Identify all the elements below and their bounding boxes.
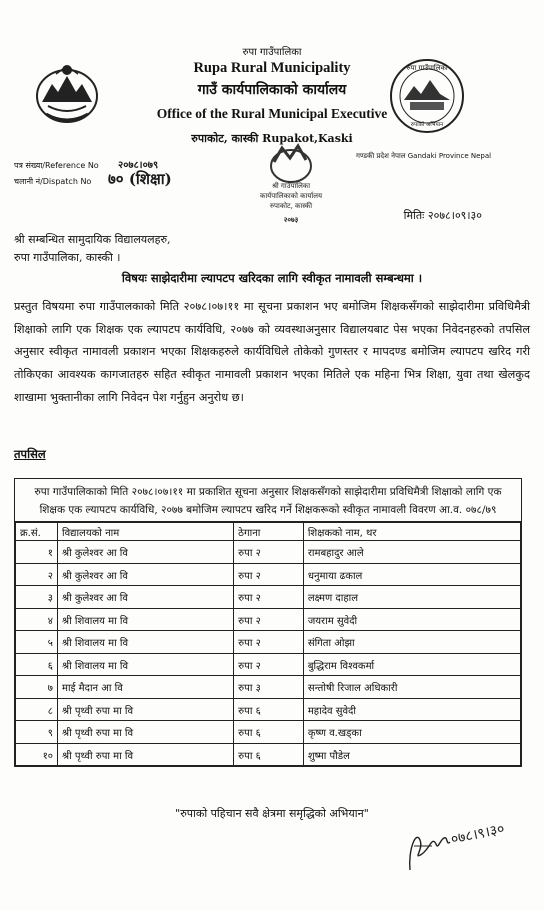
row-teacher: महादेव सुवेदी xyxy=(303,699,520,721)
office-name-en: Office of the Rural Municipal Executive xyxy=(156,106,388,121)
office-name-np: गाउँ कार्यपालिकाको कार्यालय xyxy=(197,82,347,98)
row-address: रुपा ६ xyxy=(234,699,304,721)
reference-line xyxy=(14,160,159,171)
row-serial: ४ xyxy=(16,609,58,631)
header-school: विद्यालयको नाम xyxy=(58,523,234,541)
stamp-line-1: श्री गाउँपालिका xyxy=(271,182,311,190)
table-row xyxy=(16,654,521,676)
row-teacher: सन्तोषी रिजाल अधिकारी xyxy=(303,676,520,699)
row-address: रुपा २ xyxy=(234,654,304,676)
table-row xyxy=(16,699,521,721)
row-address: रुपा २ xyxy=(234,564,304,586)
row-school: श्री पृथ्वी रुपा मा वि xyxy=(58,744,234,766)
letter-date: मितिः २०७८।०९।३० xyxy=(403,209,482,222)
row-school: श्री कुलेश्वर आ वि xyxy=(58,564,234,586)
table-row xyxy=(16,541,521,564)
logo-motto-text: रुपाको अभियान xyxy=(410,122,444,128)
row-address: रुपा २ xyxy=(234,609,304,631)
table-row xyxy=(16,609,521,631)
row-serial: ५ xyxy=(16,631,58,654)
annex-heading: तपसिल xyxy=(14,447,46,461)
approved-list-table xyxy=(14,478,522,767)
table-row xyxy=(16,676,521,699)
row-address: रुपा ३ xyxy=(234,676,304,699)
dispatch-value: ७० (शिक्षा) xyxy=(108,170,172,188)
stamp-line-3: रुपाकोट, कास्की xyxy=(269,202,313,210)
table-row xyxy=(16,586,521,609)
row-school: श्री शिवालय मा वि xyxy=(58,609,234,631)
letter-body: प्रस्तुत विषयमा रुपा गाउँपालकाको मिति २०७८।०७।११ मा सूचना प्रकाशन भए बमोजिम शिक्षकसँगको साझेदारीमा प्रविधिमैत्री शिक्षाको लागि एक शिक्षक एक ल्यापटप कार्यविधि, २०७७ को व्यवस्थाअनुसार विद्यालयबाट पेस भएका निवेदनहरुको तपसिल अनुसार स्वीकृत नामावली प्रकाशन भएका शिक्षकहरुले कार्यविधिले तोकेको गुणस्तर र मापदण्ड बमोजिम ल्यापटप खरिद गरी तोकिएका आवश्यक कागजातहरु सहित स्वीकृत नामावली प्रकाशन भएका मितिले एक महिना भित्र शिक्षा, युवा तथा खेलकुद शाखामा भुक्तानीका लागि निवेदन पेश गर्नुहुन अनुरोध छ। xyxy=(14,300,530,404)
row-teacher: लक्ष्मण दाहाल xyxy=(303,586,520,609)
dispatch-line xyxy=(14,170,172,188)
municipality-name-en: Rupa Rural Municipality xyxy=(193,60,351,76)
table-header-row xyxy=(16,523,521,541)
table-caption: रुपा गाउँपालिकाको मिति २०७८।०७।११ मा प्रकाशित सूचना अनुसार शिक्षकसँगको साझेदारीमा प्रविधिमैत्री शिक्षाको लागि एक शिक्षक एक ल्यापटप कार्यविधि, २०७७ बमोजिम ल्यापटप खरिद गर्ने शिक्षकरूको स्वीकृत नामावली विवरण आ.व. ०७८/७९ xyxy=(15,479,521,522)
dispatch-label: चलानी नं/Dispatch No xyxy=(14,177,92,186)
row-serial: १० xyxy=(16,744,58,766)
row-school: श्री शिवालय मा वि xyxy=(58,631,234,654)
reference-label: पत्र संख्या/Reference No xyxy=(14,161,99,170)
signature xyxy=(402,810,512,876)
table-row xyxy=(16,744,521,766)
table-row xyxy=(16,631,521,654)
row-serial: ३ xyxy=(16,586,58,609)
row-school: श्री कुलेश्वर आ वि xyxy=(58,541,234,564)
stamp-number: २०७३ xyxy=(283,216,299,224)
row-teacher: बुद्धिराम विश्वकर्मा xyxy=(303,654,520,676)
stamp-line-2: कार्यपालिकाको कार्यालय xyxy=(259,192,323,200)
municipality-small-title: रुपा गाउँपालिका xyxy=(242,47,302,58)
row-address: रुपा ६ xyxy=(234,744,304,766)
row-serial: १ xyxy=(16,541,58,564)
row-teacher: कृष्ण व.खड्का xyxy=(303,721,520,744)
row-teacher: रामबहादुर आले xyxy=(303,541,520,564)
row-school: श्री पृथ्वी रुपा मा वि xyxy=(58,721,234,744)
table-row xyxy=(16,564,521,586)
office-address: रुपाकोट, कास्की Rupakot,Kaski xyxy=(191,132,353,145)
row-teacher: धनुमाया ढकाल xyxy=(303,564,520,586)
row-address: रुपा २ xyxy=(234,541,304,564)
row-teacher: शुष्मा पौडेल xyxy=(303,744,520,766)
row-address: रुपा २ xyxy=(234,586,304,609)
row-serial: २ xyxy=(16,564,58,586)
row-teacher: संगिता ओझा xyxy=(303,631,520,654)
recipient-line-1: श्री सम्बन्धित सामुदायिक विद्यालयलहरु, xyxy=(14,233,171,246)
letter-subject: विषयः साझेदारीमा ल्यापटप खरिदका लागि स्वीकृत नामावली सम्बन्धमा । xyxy=(121,271,423,285)
table-row xyxy=(16,721,521,744)
rupa-logo-icon xyxy=(388,56,466,136)
recipient-line-2: रुपा गाउँपालिका, कास्की । xyxy=(14,251,121,264)
signature-date: ०७८।९।३० xyxy=(449,820,506,848)
office-stamp xyxy=(244,140,338,240)
row-serial: ९ xyxy=(16,721,58,744)
province-line: गण्डकी प्रदेश नेपाल Gandaki Province Nepal xyxy=(356,152,492,160)
logo-top-text: रुपा गाउँपालिका xyxy=(406,64,448,72)
row-school: श्री शिवालय मा वि xyxy=(58,654,234,676)
slogan: "रुपाको पहिचान सवै क्षेत्रमा समृद्धिको अभियान" xyxy=(175,807,369,820)
row-school: श्री पृथ्वी रुपा मा वि xyxy=(58,699,234,721)
row-teacher: जयराम सुवेदी xyxy=(303,609,520,631)
row-address: रुपा २ xyxy=(234,631,304,654)
header-serial: क्र.सं. xyxy=(16,523,58,541)
header-address: ठेगाना xyxy=(234,523,304,541)
row-serial: ८ xyxy=(16,699,58,721)
row-school: माई मैदान आ वि xyxy=(58,676,234,699)
row-school: श्री कुलेश्वर आ वि xyxy=(58,586,234,609)
header-teacher: शिक्षकको नाम, थर xyxy=(303,523,520,541)
row-serial: ७ xyxy=(16,676,58,699)
row-address: रुपा ६ xyxy=(234,721,304,744)
reference-value: २०७८।०७९ xyxy=(118,160,159,171)
row-serial: ६ xyxy=(16,654,58,676)
